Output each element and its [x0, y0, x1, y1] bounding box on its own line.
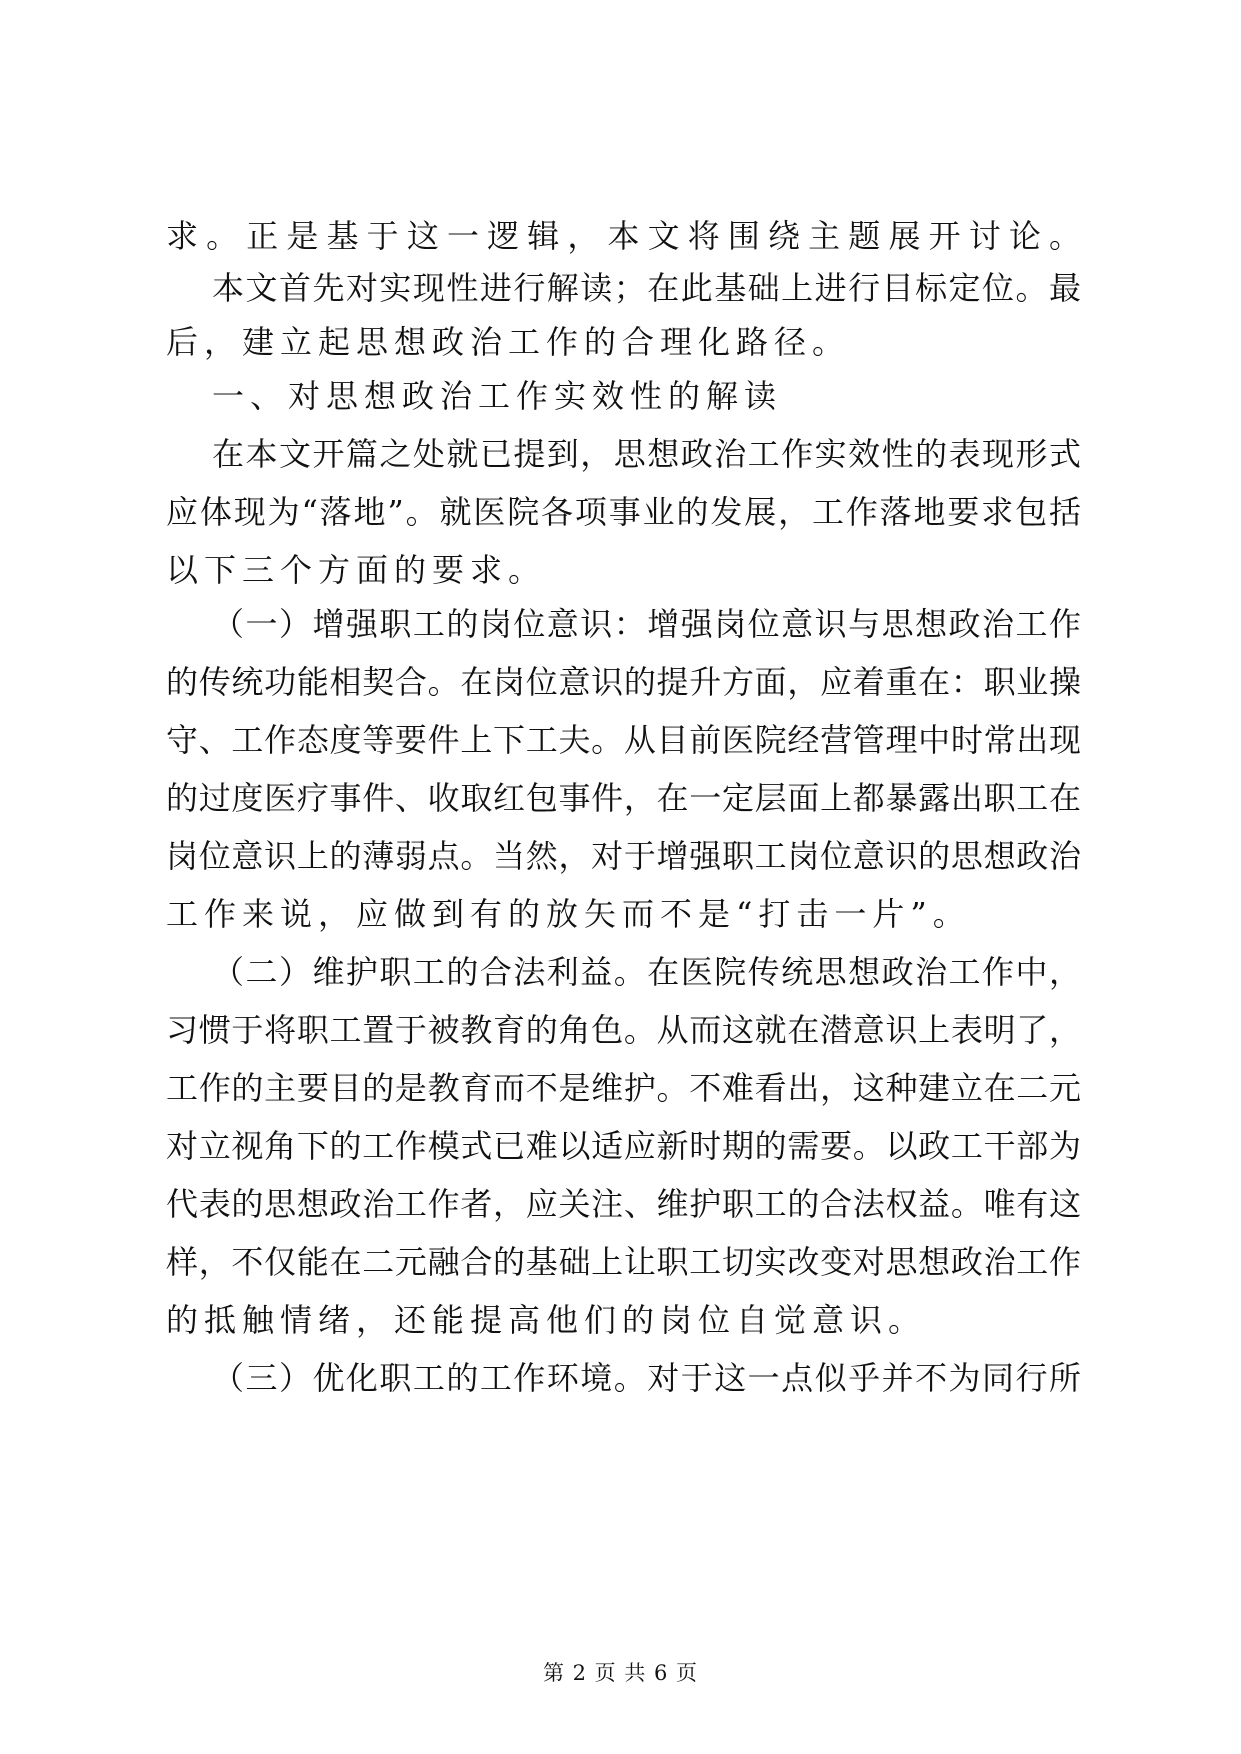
- page-number-footer: 第 2 页 共 6 页: [542, 1661, 699, 1685]
- body-text-line: 以下三个方面的要求。: [166, 551, 547, 589]
- body-text-line: 习惯于将职工置于被教育的角色。从而这就在潜意识上表明了，: [166, 1011, 1081, 1049]
- body-text-line: 在本文开篇之处就已提到，思想政治工作实效性的表现形式: [212, 435, 1081, 473]
- body-text-line: 代表的思想政治工作者，应关注、维护职工的合法权益。唯有这: [166, 1185, 1081, 1223]
- body-text-line: 对立视角下的工作模式已难以适应新时期的需要。以政工干部为: [166, 1127, 1081, 1165]
- body-text-line: 本文首先对实现性进行解读；在此基础上进行目标定位。最: [212, 269, 1081, 307]
- body-text-line: 工作来说，应做到有的放矢而不是“打击一片”。: [166, 895, 971, 933]
- body-text-line: 岗位意识上的薄弱点。当然，对于增强职工岗位意识的思想政治: [166, 837, 1081, 875]
- subsection-text-line: （二）维护职工的合法利益。在医院传统思想政治工作中，: [212, 953, 1081, 991]
- subsection-text-line: （三）优化职工的工作环境。对于这一点似乎并不为同行所: [212, 1359, 1081, 1397]
- subsection-text-line: （一）增强职工的岗位意识：增强岗位意识与思想政治工作: [212, 605, 1081, 643]
- body-text-line: 工作的主要目的是教育而不是维护。不难看出，这种建立在二元: [166, 1069, 1081, 1107]
- body-text-line: 的传统功能相契合。在岗位意识的提升方面，应着重在：职业操: [166, 663, 1081, 701]
- body-text-line: 应体现为“落地”。就医院各项事业的发展，工作落地要求包括: [166, 493, 1081, 531]
- body-text-line: 守、工作态度等要件上下工夫。从目前医院经营管理中时常出现: [166, 721, 1081, 759]
- body-text-line: 的抵触情绪，还能提高他们的岗位自觉意识。: [166, 1301, 927, 1339]
- body-text-line: 后，建立起思想政治工作的合理化路径。: [166, 323, 851, 361]
- body-text-line: 的过度医疗事件、收取红包事件，在一定层面上都暴露出职工在: [166, 779, 1081, 817]
- body-text-line: 求。正是基于这一逻辑，本文将围绕主题展开讨论。: [166, 217, 1081, 255]
- body-text-line: 样，不仅能在二元融合的基础上让职工切实改变对思想政治工作: [166, 1243, 1081, 1281]
- section-heading: 一、对思想政治工作实效性的解读: [212, 377, 783, 415]
